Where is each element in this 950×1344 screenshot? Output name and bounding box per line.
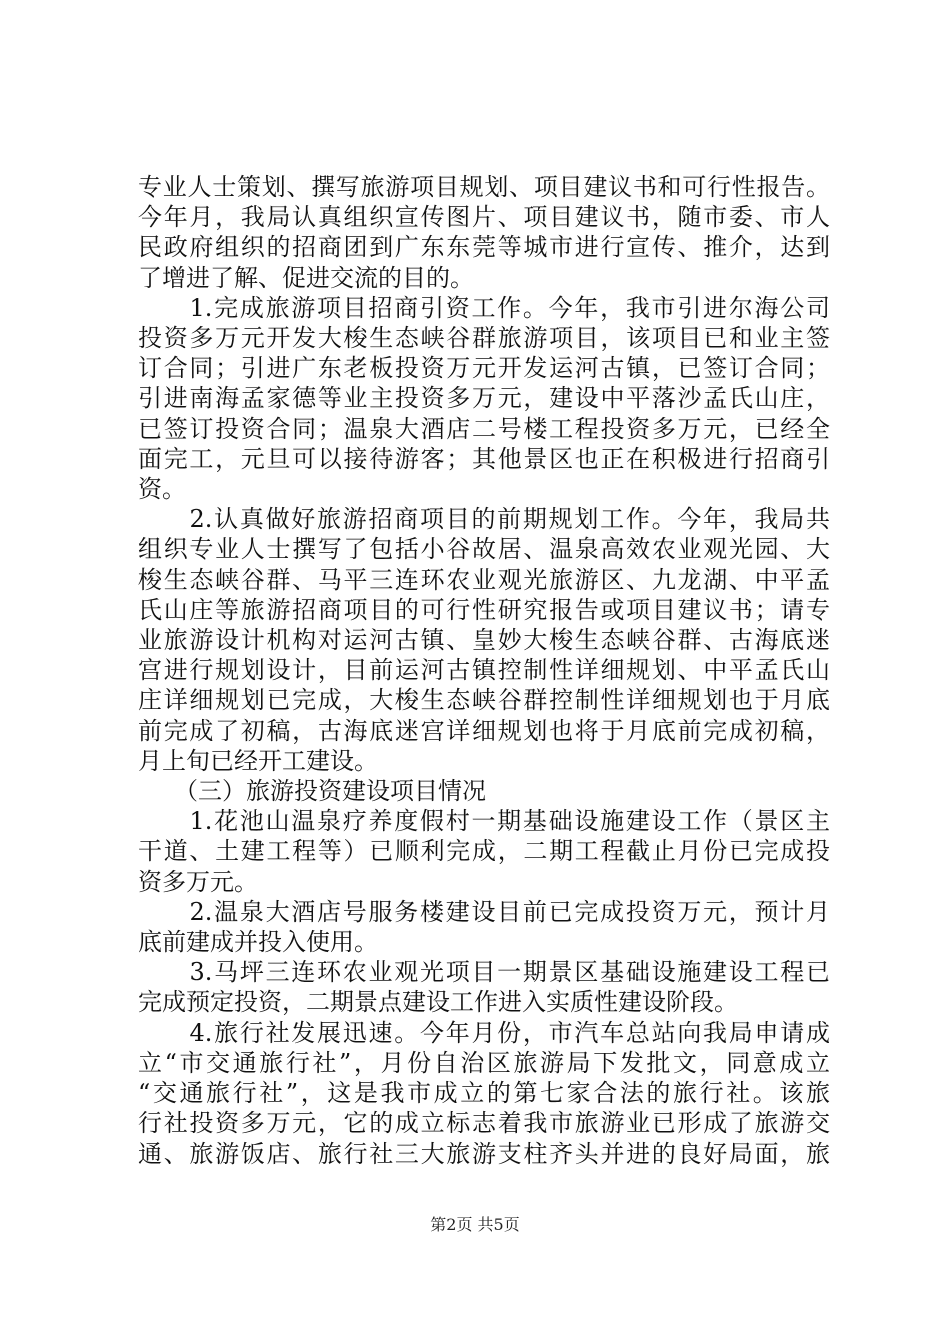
text-line: 前完成了初稿，古海底迷宫详细规划也将于月底前完成初稿，: [138, 716, 830, 745]
text-line: 4.旅行社发展迅速。今年月份，市汽车总站向我局申请成: [138, 1018, 830, 1047]
text-line: 面完工，元旦可以接待游客；其他景区也正在积极进行招商引: [138, 444, 830, 473]
text-line: 立“市交通旅行社”，月份自治区旅游局下发批文，同意成立: [138, 1048, 830, 1077]
text-line: 已签订投资合同；温泉大酒店二号楼工程投资多万元，已经全: [138, 414, 830, 443]
text-line: 3.马坪三连环农业观光项目一期景区基础设施建设工程已: [138, 958, 830, 987]
text-line: 氏山庄等旅游招商项目的可行性研究报告或项目建议书；请专: [138, 595, 830, 624]
text-line: 1.完成旅游项目招商引资工作。今年，我市引进尔海公司: [138, 293, 830, 322]
text-line: 完成预定投资，二期景点建设工作进入实质性建设阶段。: [138, 988, 738, 1017]
text-line: 民政府组织的招商团到广东东莞等城市进行宣传、推介，达到: [138, 233, 830, 262]
text-line: 行社投资多万元，它的成立标志着我市旅游业已形成了旅游交: [138, 1109, 830, 1138]
text-line: 引进南海孟家德等业主投资多万元，建设中平落沙孟氏山庄，: [138, 384, 830, 413]
text-line: 梭生态峡谷群、马平三连环农业观光旅游区、九龙湖、中平孟: [138, 565, 830, 594]
text-line: 宫进行规划设计，目前运河古镇控制性详细规划、中平孟氏山: [138, 656, 830, 685]
text-line: 月上旬已经开工建设。: [138, 746, 378, 775]
text-line: “交通旅行社”，这是我市成立的第七家合法的旅行社。该旅: [138, 1079, 830, 1108]
text-line: （三）旅游投资建设项目情况: [138, 777, 486, 806]
text-line: 通、旅游饭店、旅行社三大旅游支柱齐头并进的良好局面，旅: [138, 1139, 830, 1168]
text-line: 投资多万元开发大梭生态峡谷群旅游项目，该项目已和业主签: [138, 324, 830, 353]
text-line: 1.花池山温泉疗养度假村一期基础设施建设工作（景区主: [138, 807, 830, 836]
document-body: [138, 172, 830, 1169]
text-line: 业旅游设计机构对运河古镇、皇妙大梭生态峡谷群、古海底迷: [138, 626, 830, 655]
text-line: 组织专业人士撰写了包括小谷故居、温泉高效农业观光园、大: [138, 535, 830, 564]
page-footer: 第2页 共5页: [430, 1215, 520, 1234]
text-line: 了增进了解、促进交流的目的。: [138, 263, 474, 292]
text-line: 干道、土建工程等）已顺利完成，二期工程截止月份已完成投: [138, 837, 830, 866]
text-line: 底前建成并投入使用。: [138, 928, 378, 957]
text-line: 庄详细规划已完成，大梭生态峡谷群控制性详细规划也于月底: [138, 686, 830, 715]
text-line: 订合同；引进广东老板投资万元开发运河古镇，已签订合同；: [138, 354, 830, 383]
text-line: 2.认真做好旅游招商项目的前期规划工作。今年，我局共: [138, 505, 830, 534]
text-line: 资多万元。: [138, 867, 258, 896]
text-line: 资。: [138, 475, 186, 504]
text-line: 2.温泉大酒店号服务楼建设目前已完成投资万元，预计月: [138, 897, 830, 926]
text-line: 今年月，我局认真组织宣传图片、项目建议书，随市委、市人: [138, 203, 830, 232]
text-line: 专业人士策划、撰写旅游项目规划、项目建议书和可行性报告。: [138, 173, 830, 201]
